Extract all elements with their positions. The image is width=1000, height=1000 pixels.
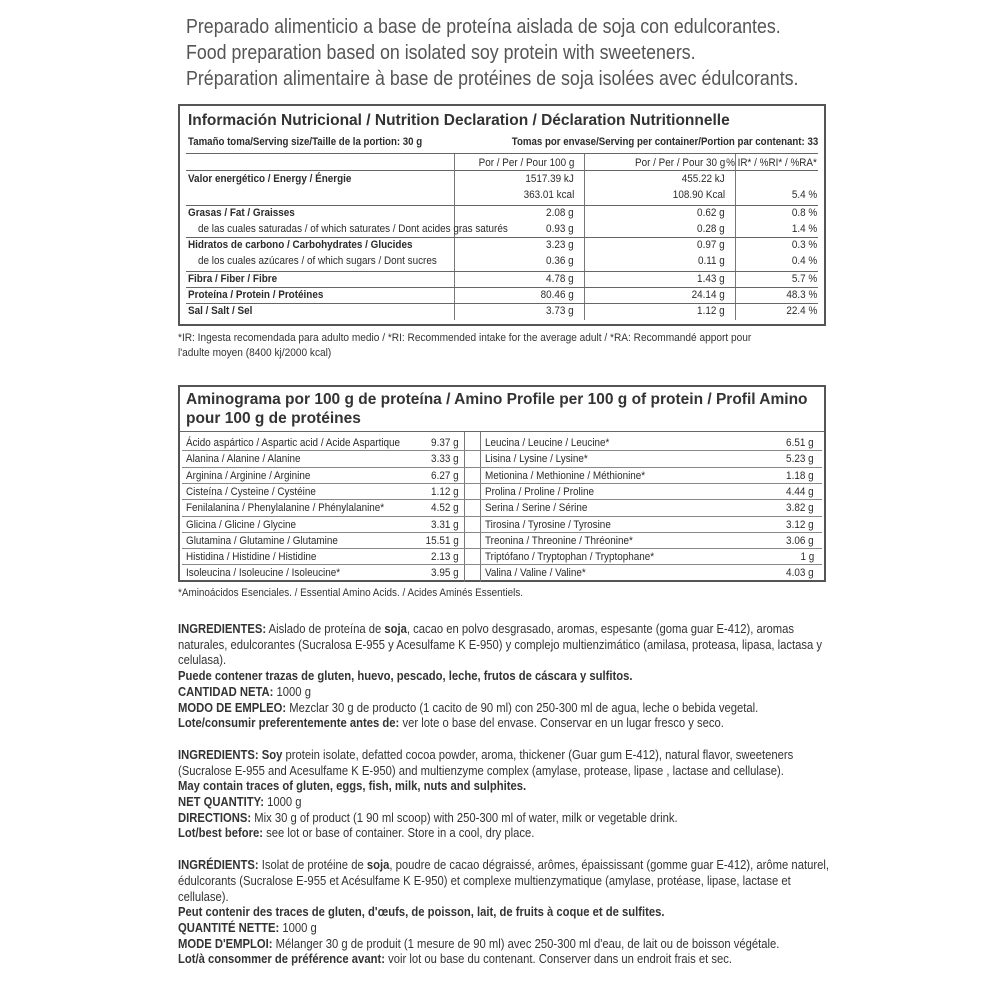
- amino-name: Leucina / Leucine / Leucine*: [485, 437, 610, 449]
- nutrient-label: Sal / Salt / Sel: [188, 305, 253, 317]
- intake-footnote: *IR: Ingesta recomendada para adulto medio / *RI: Recommended intake for the average adult / *RA: Recommandé apport pour l'adulte moyen (8400 kj/2000 kcal): [178, 332, 752, 359]
- amino-row-divider: [182, 483, 822, 484]
- value-per-30g: 0.28 g: [697, 223, 725, 235]
- directions: DIRECTIONS: Mix 30 g of product (1 90 ml scoop) with 250-300 ml of water, milk or vegetable drink.: [178, 810, 678, 825]
- amino-divider: [480, 432, 481, 582]
- reference-intake: 5.7 %: [791, 273, 817, 285]
- amino-row-divider: [182, 564, 822, 565]
- value-per-30g: 108.90 Kcal: [672, 189, 725, 201]
- amino-row-divider: [182, 499, 822, 500]
- reference-intake: 0.4 %: [791, 255, 817, 267]
- amino-value: 4.52 g: [431, 502, 459, 515]
- servings-per-container: Tomas por envase/Serving per container/Portion par contenant: 33: [511, 136, 818, 148]
- amino-value: 3.95 g: [431, 567, 459, 580]
- net-quantity: CANTIDAD NETA: 1000 g: [178, 684, 311, 699]
- description-fr: Préparation alimentaire à base de protéines de soja isolées avec édulcorants.: [186, 68, 799, 90]
- amino-value: 4.03 g: [786, 567, 814, 580]
- amino-value: 3.33 g: [431, 453, 459, 466]
- amino-name: Glutamina / Glutamine / Glutamine: [186, 534, 338, 547]
- amino-footnote: *Aminoácidos Esenciales. / Essential Amino Acids. / Acides Aminés Essentiels.: [178, 587, 524, 599]
- nutrition-table: [178, 104, 826, 326]
- amino-name: Alanina / Alanine / Alanine: [186, 453, 301, 466]
- amino-name: Isoleucina / Isoleucine / Isoleucine*: [186, 567, 341, 580]
- value-per-100g: 80.46 g: [540, 289, 574, 301]
- column-header: Por / Per / Pour 100 g: [478, 157, 574, 169]
- amino-value: 1 g: [800, 551, 814, 564]
- amino-name: Serina / Serine / Sérine: [485, 502, 588, 515]
- amino-row-divider: [182, 516, 822, 517]
- amino-row-divider: [182, 532, 822, 533]
- header-line: [186, 153, 818, 154]
- header-line: [186, 170, 818, 171]
- nutrient-label: de las cuales saturadas / of which saturates / Dont acides gras saturés: [198, 223, 508, 235]
- nutrient-label: de los cuales azúcares / of which sugars / Dont sucres: [198, 255, 437, 267]
- lot-info: Lot/best before: see lot or base of container. Store in a cool, dry place.: [178, 826, 535, 841]
- amino-value: 1.12 g: [431, 485, 459, 498]
- ingredients-en: [178, 748, 838, 842]
- serving-info: [188, 136, 818, 150]
- value-per-100g: 0.93 g: [546, 223, 574, 235]
- value-per-30g: 0.11 g: [698, 255, 725, 267]
- amino-value: 6.51 g: [786, 437, 814, 449]
- value-per-30g: 24.14 g: [691, 289, 725, 301]
- ingredients-text: INGREDIENTS: Soy protein isolate, defatted cocoa powder, aroma, thickener (Guar gum E-412), natural flavor, sweeteners (Sucralose E-955 and Acesulfame K E-950) and multienzyme complex (amylase, protease, lipase , lactase and cellulase).: [178, 747, 794, 778]
- amino-name: Tirosina / Tyrosine / Tyrosine: [485, 518, 611, 531]
- reference-intake: 5.4 %: [791, 189, 817, 201]
- serving-size: Tamaño toma/Serving size/Taille de la portion: 30 g: [188, 136, 423, 148]
- amino-row-divider: [182, 467, 822, 468]
- value-per-30g: 0.97 g: [697, 239, 725, 251]
- reference-intake: 48.3 %: [786, 289, 817, 301]
- net-quantity: NET QUANTITY: 1000 g: [178, 795, 302, 810]
- amino-divider: [464, 432, 465, 582]
- amino-value: 15.51 g: [425, 534, 459, 547]
- amino-name: Valina / Valine / Valine*: [485, 567, 586, 580]
- directions: MODE D'EMPLOI: Mélanger 30 g de produit (1 mesure de 90 ml) avec 250-300 ml d'eau, de lait ou de boisson végétale.: [178, 936, 780, 951]
- ingredients-text: INGRÉDIENTS: Isolat de protéine de soja, poudre de cacao dégraissé, arômes, épaississant (gomme guar E-412), arôme naturel, édulcorants (Sucralose E-955 et Acésulfame K E-950) et complexe multienzymatique (amylase, protéase, lipase, lactase et cellulase).: [178, 858, 829, 904]
- amino-value: 1.18 g: [786, 469, 814, 482]
- nutrient-label: Valor energético / Energy / Énergie: [188, 173, 352, 185]
- amino-value: 2.13 g: [431, 551, 459, 564]
- value-per-100g: 1517.39 kJ: [525, 173, 574, 185]
- amino-name: Glicina / Glicine / Glycine: [186, 518, 297, 531]
- amino-value: 9.37 g: [431, 437, 459, 449]
- product-description: [186, 14, 986, 92]
- amino-name: Fenilalanina / Phenylalanine / Phénylalanine*: [186, 502, 385, 515]
- column-header: % IR* / %RI* / %RA*: [726, 157, 817, 169]
- value-per-100g: 3.73 g: [546, 305, 574, 317]
- value-per-100g: 363.01 kcal: [523, 189, 574, 201]
- amino-value: 3.31 g: [431, 518, 459, 531]
- amino-name: Treonina / Threonine / Thréonine*: [485, 534, 633, 547]
- reference-intake: 0.3 %: [791, 239, 817, 251]
- nutrient-label: Hidratos de carbono / Carbohydrates / Glucides: [188, 239, 413, 251]
- amino-name: Lisina / Lysine / Lysine*: [485, 453, 588, 466]
- net-quantity: QUANTITÉ NETTE: 1000 g: [178, 920, 317, 935]
- traces-text: May contain traces of gluten, eggs, fish, milk, nuts and sulphites.: [178, 779, 527, 794]
- lot-info: Lote/consumir preferentemente antes de: ver lote o base del envase. Conservar en un lugar fresco y seco.: [178, 716, 724, 731]
- description-es: Preparado alimenticio a base de proteína aislada de soja con edulcorantes.: [186, 16, 781, 38]
- amino-value: 3.06 g: [786, 534, 814, 547]
- amino-value: 4.44 g: [786, 485, 814, 498]
- amino-value: 3.12 g: [786, 518, 814, 531]
- nutrient-label: Proteína / Protein / Protéines: [188, 289, 324, 301]
- reference-intake: 1.4 %: [791, 223, 817, 235]
- reference-intake: 0.8 %: [791, 207, 817, 219]
- amino-title: Aminograma por 100 g de proteína / Amino Profile per 100 g of protein / Profil Amino pour 100 g de protéines: [186, 391, 808, 427]
- value-per-30g: 0.62 g: [697, 207, 725, 219]
- value-per-30g: 1.12 g: [697, 305, 725, 317]
- lot-info: Lot/à consommer de préférence avant: voir lot ou base du contenant. Conserver dans un endroit frais et sec.: [178, 952, 733, 967]
- amino-name: Cisteína / Cysteine / Cystéine: [186, 485, 316, 498]
- amino-row-divider: [182, 548, 822, 549]
- ingredients-text: INGREDIENTES: Aislado de proteína de soja, cacao en polvo desgrasado, aromas, espesante (goma guar E-412), aromas naturales, edulcorantes (Sucralosa E-955 y Acesulfame K E-950) y complejo multienzimático (amilasa, proteasa, lipasa, lactasa y celulasa).: [178, 622, 823, 668]
- amino-value: 6.27 g: [431, 469, 459, 482]
- description-en: Food preparation based on isolated soy protein with sweeteners.: [186, 42, 696, 64]
- nutrition-title: Información Nutricional / Nutrition Declaration / Déclaration Nutritionnelle: [188, 112, 730, 129]
- nutrient-label: Grasas / Fat / Graisses: [188, 207, 295, 219]
- amino-name: Ácido aspártico / Aspartic acid / Acide Aspartique: [186, 437, 401, 449]
- column-header: Por / Per / Pour 30 g: [634, 157, 725, 169]
- traces-text: Puede contener trazas de gluten, huevo, pescado, leche, frutos de cáscara y sulfitos.: [178, 669, 633, 684]
- amino-title-divider: [180, 431, 824, 432]
- amino-value: 3.82 g: [786, 502, 814, 515]
- value-per-30g: 1.43 g: [697, 273, 725, 285]
- nutrient-label: Fibra / Fiber / Fibre: [188, 273, 278, 285]
- amino-table: [178, 385, 826, 582]
- amino-name: Prolina / Proline / Proline: [485, 485, 594, 498]
- ingredients-fr: [178, 858, 838, 968]
- traces-text: Peut contenir des traces de gluten, d'œufs, de poisson, lait, de fruits à coque et de sulfites.: [178, 905, 665, 920]
- amino-name: Triptófano / Tryptophan / Tryptophane*: [485, 551, 655, 564]
- amino-value: 5.23 g: [786, 453, 814, 466]
- value-per-100g: 2.08 g: [546, 207, 574, 219]
- directions: MODO DE EMPLEO: Mezclar 30 g de producto (1 cacito de 90 ml) con 250-300 ml de agua, leche o bebida vegetal.: [178, 700, 759, 715]
- ingredients-es: [178, 622, 838, 732]
- value-per-30g: 455.22 kJ: [682, 173, 725, 185]
- reference-intake: 22.4 %: [786, 305, 817, 317]
- amino-name: Metionina / Methionine / Méthionine*: [485, 469, 646, 482]
- value-per-100g: 3.23 g: [546, 239, 574, 251]
- value-per-100g: 4.78 g: [546, 273, 574, 285]
- amino-name: Arginina / Arginine / Arginine: [186, 469, 311, 482]
- amino-row-divider: [182, 450, 822, 451]
- ingredients-section: [178, 622, 838, 984]
- value-per-100g: 0.36 g: [546, 255, 574, 267]
- amino-name: Histidina / Histidine / Histidine: [186, 551, 317, 564]
